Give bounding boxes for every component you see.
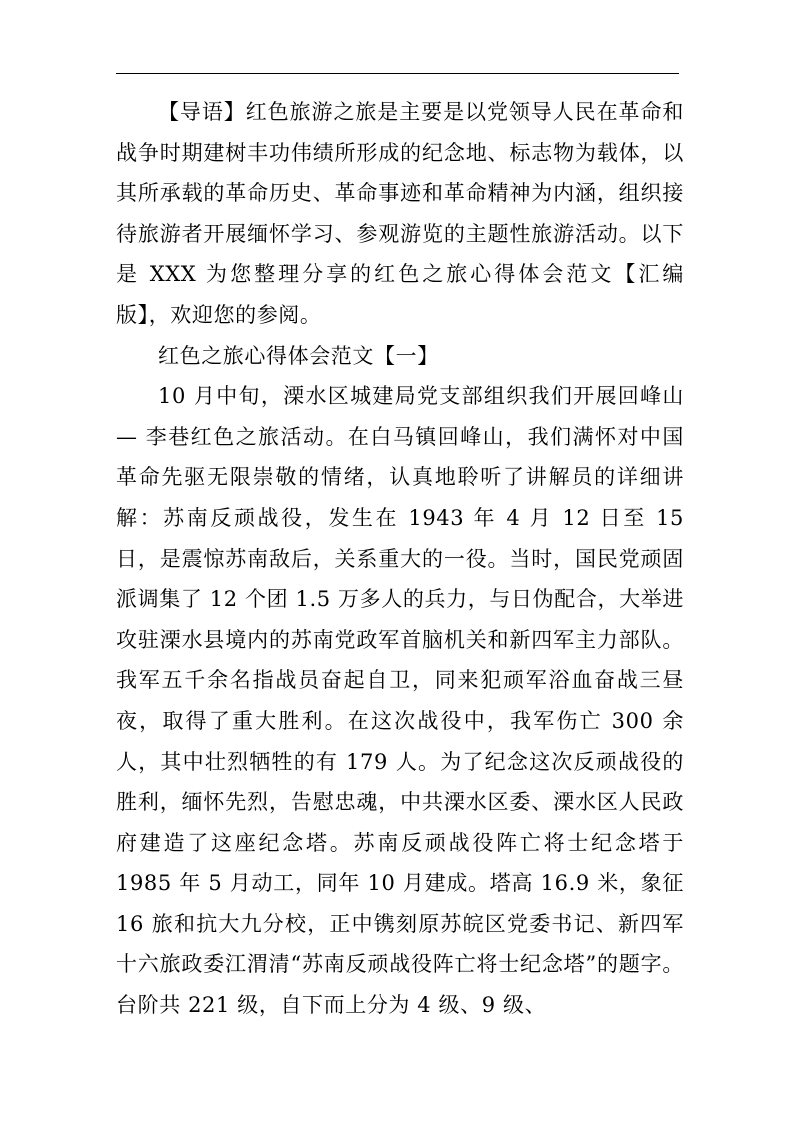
body-paragraph: 10 月中旬，溧水区城建局党支部组织我们开展回峰山 — 李巷红色之旅活动。在白马镇回峰山，我们满怀对中国革命先驱无限崇敬的情绪，认真地聆听了讲解员的详细讲解：苏南反顽战役，发生在 1943 年 4 月 12 日至 15 日，是震惊苏南敌后，关系重大的一役。当时，国民党顽固派调集了 12 个团 1.5 万多人的兵力，与日伪配合，大举进攻驻溧水县境内的苏南党政军首脑机关和新四军主力部队。我军五千余名指战员奋起自卫，同来犯顽军浴血奋战三昼夜，取得了重大胜利。在这次战役中，我军伤亡 300 余人，其中壮烈牺牲的有 179 人。为了纪念这次反顽战役的胜利，缅怀先烈，告慰忠魂，中共溧水区委、溧水区人民政府建造了这座纪念塔。苏南反顽战役阵亡将士纪念塔于 1985 年 5 月动工，同年 10 月建成。塔高 16.9 米，象征 16 旅和抗大九分校，正中镌刻原苏皖区党委书记、新四军十六旅政委江渭清“苏南反顽战役阵亡将士纪念塔”的题字。台阶共 221 级，自下而上分为 4 级、9 级、	[116, 384, 684, 1018]
document-body	[116, 92, 684, 1026]
header-rule	[116, 73, 679, 74]
section-title: 红色之旅心得体会范文【一】	[158, 343, 439, 368]
intro-paragraph: 【导语】红色旅游之旅是主要是以党领导人民在革命和战争时期建树丰功伟绩所形成的纪念地、标志物为载体，以其所承载的革命历史、革命事迹和革命精神为内涵，组织接待旅游者开展缅怀学习、参观游览的主题性旅游活动。以下是 XXX 为您整理分享的红色之旅心得体会范文【汇编版】，欢迎您的参阅。	[116, 100, 684, 327]
